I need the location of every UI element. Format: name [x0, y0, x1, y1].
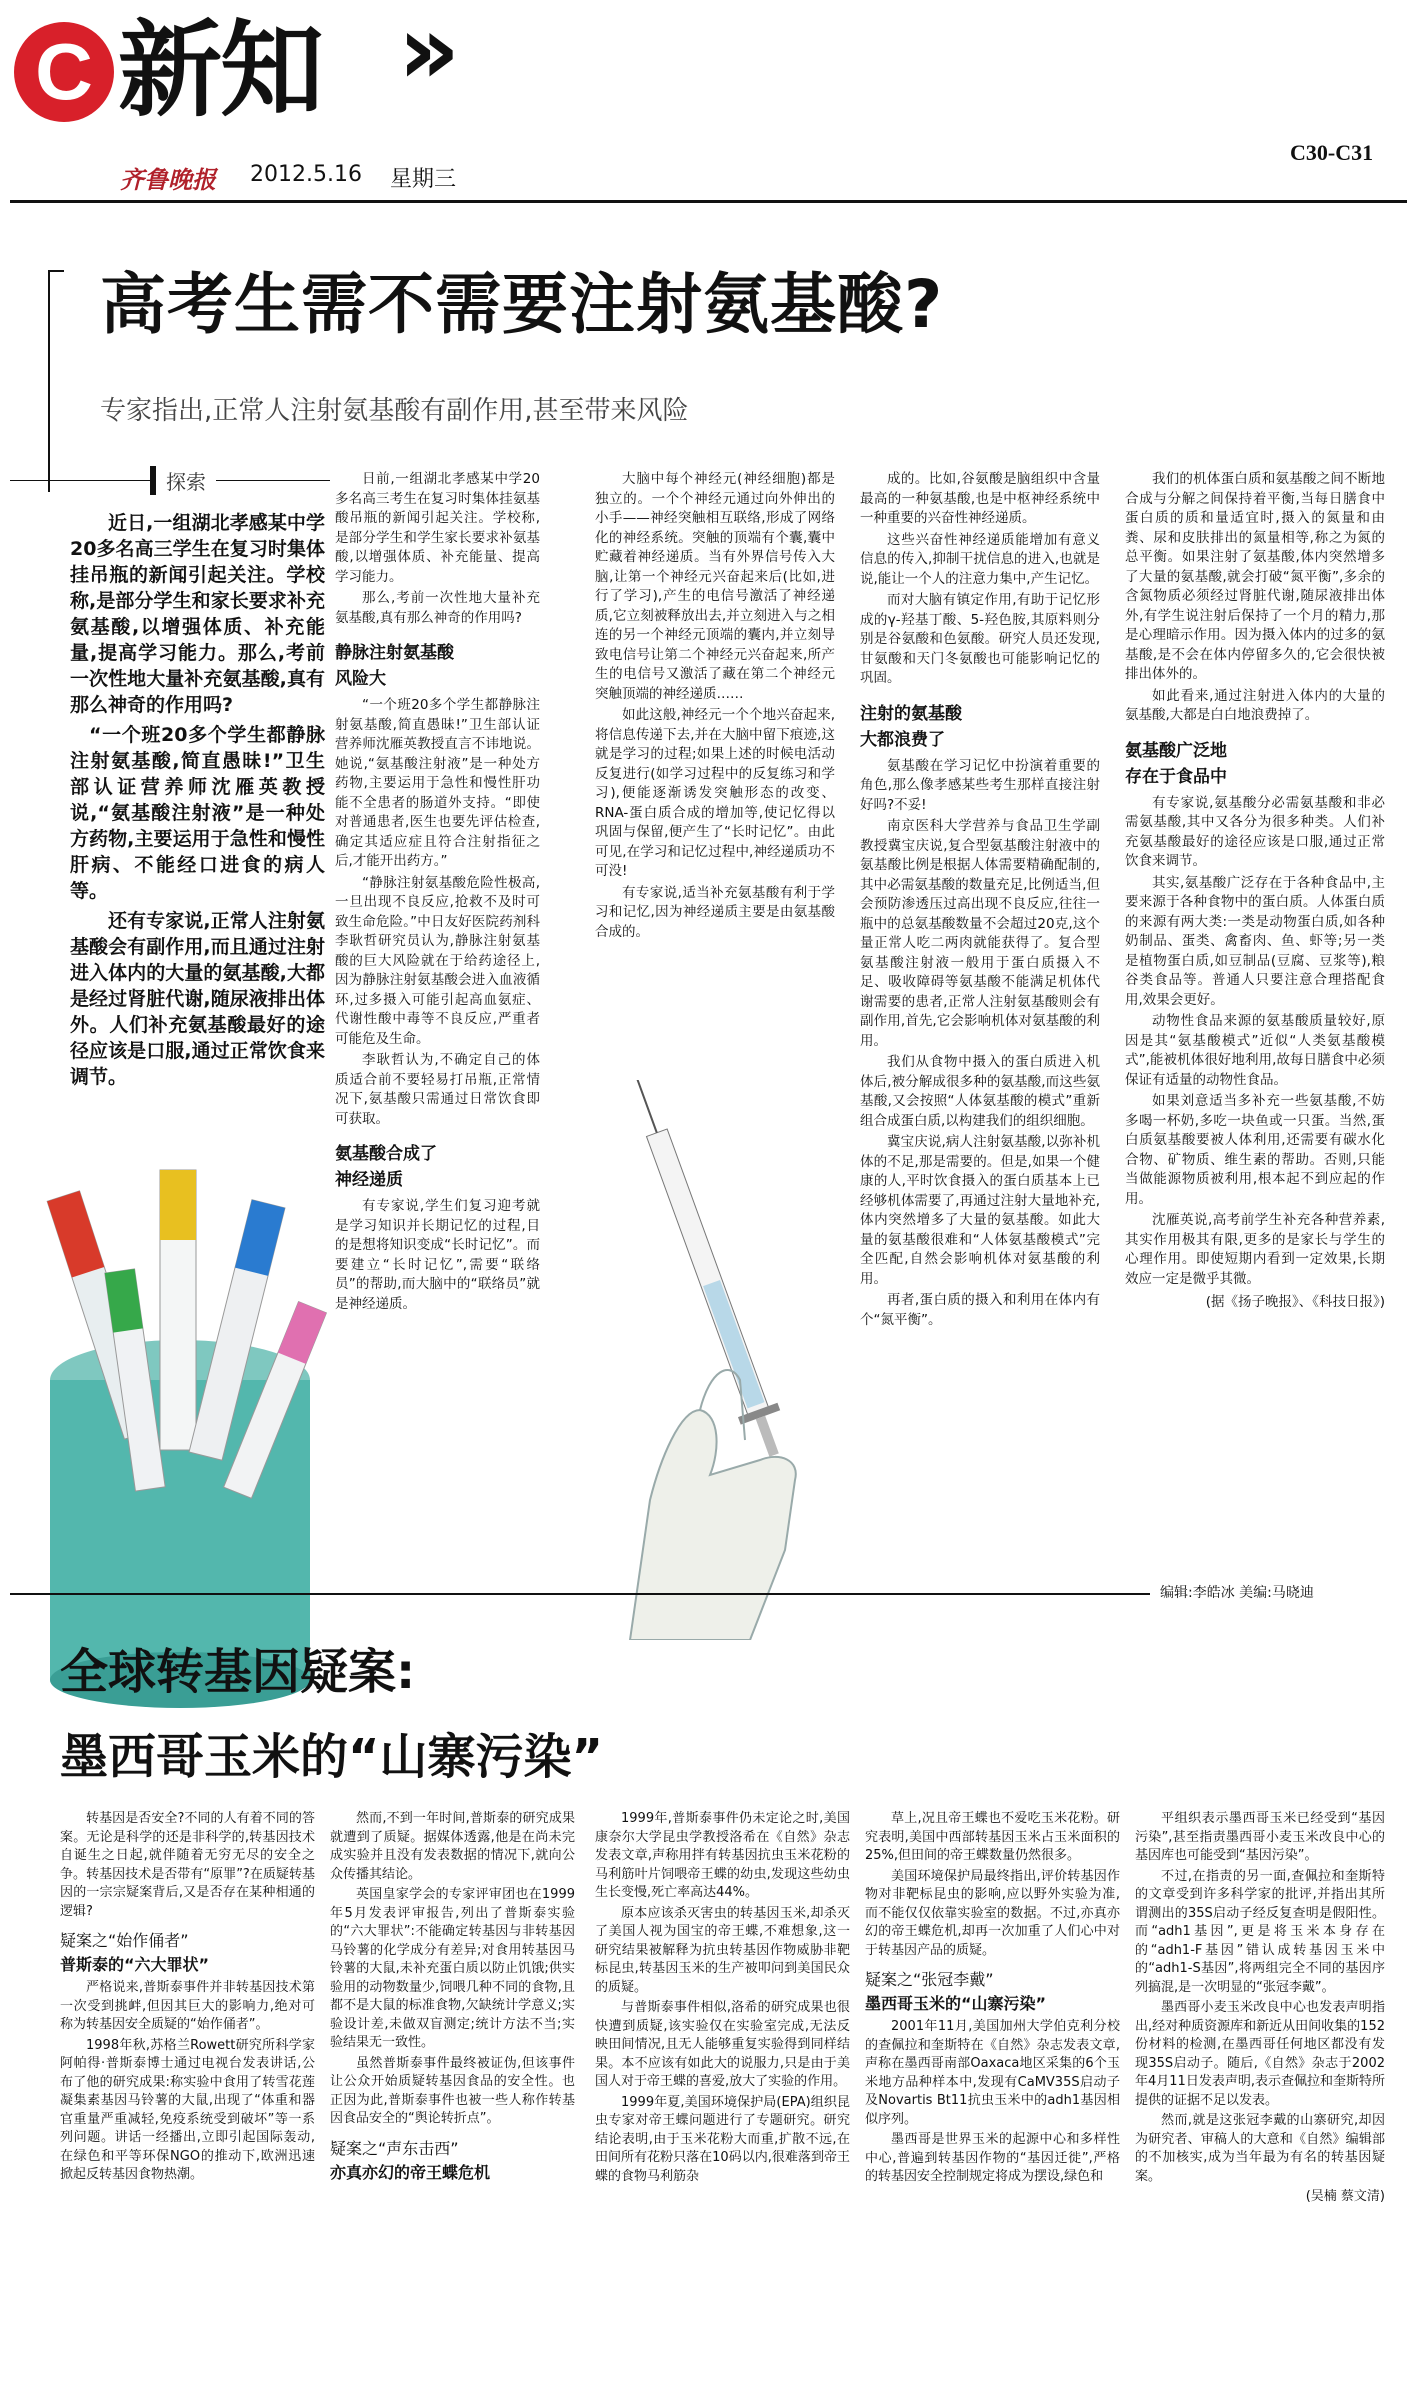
- masthead: [0, 0, 1417, 194]
- paragraph: 如此看来,通过注射进入体内的大量的氨基酸,大都是白白地浪费掉了。: [1125, 687, 1385, 723]
- source-credit: (据《扬子晚报》、《科技日报》): [1205, 1294, 1385, 1310]
- paragraph: 然而,不到一年时间,普斯泰的研究成果就遭到了质疑。据媒体透露,他是在尚未完成实验并且没有发表数据的情况下,就向公众传播其结论。: [330, 1811, 575, 1882]
- article1-col1: [335, 470, 540, 1316]
- paragraph: 冀宝庆说,病人注射氨基酸,以弥补机体的不足,那是需要的。但是,如果一个健康的人,平时饮食摄入的蛋白质基本上已经够机体需要了,再通过注射大量地补充,体内突然增多了大量的氨基酸。如此大量的氨基酸很难和“人体氨基酸模式”完全匹配,自然会影响机体对氨基酸的利用。: [860, 1134, 1100, 1287]
- paragraph: 墨西哥是世界玉米的起源中心和多样性中心,普遍到转基因作物的“基因迁徙”,严格的转基因安全控制规定将成为摆设,绿色和: [865, 2132, 1120, 2184]
- article2-title-line2: 墨西哥玉米的“山寨污染”: [60, 1729, 604, 1785]
- syringe-glove-illustration: [570, 1080, 870, 1640]
- quote-mark: »: [398, 0, 461, 106]
- paragraph: 我们从食物中摄入的蛋白质进入机体后,被分解成很多种的氨基酸,而这些氨基酸,又会按照“人体氨基酸的模式”重新组合成蛋白质,以构建我们的组织细胞。: [860, 1054, 1100, 1129]
- subhead-line2: 亦真亦幻的帝王蝶危机: [330, 2162, 491, 2182]
- paragraph: 再者,蛋白质的摄入和利用在体内有个“氮平衡”。: [860, 1292, 1100, 1328]
- masthead-rule: [10, 200, 1407, 203]
- paragraph: 这些兴奋性神经递质能增加有意义信息的传入,抑制干扰信息的进入,也就是说,能让一个人的注意力集中,产生记忆。: [860, 531, 1100, 587]
- subhead: [335, 1141, 540, 1193]
- subhead: [865, 1968, 1120, 2016]
- tag-label: 探索: [150, 466, 216, 495]
- subhead-line1: 疑案之“张冠李戴”: [865, 1970, 994, 1989]
- subhead-line1: 氨基酸广泛地: [1125, 740, 1227, 761]
- paragraph: 英国皇家学会的专家评审团也在1999年5月发表评审报告,列出了普斯泰实验的“六大罪状”:不能确定转基因与非转基因马铃薯的化学成分有差异;对食用转基因马铃薯的大鼠,未补充蛋白质以防止饥饿;供实验用的动物数量少,饲喂几种不同的食物,且都不是大鼠的标准食物,欠缺统计学意义;实验设计差,未做双盲测定;统计方法不当;实验结果无一致性。: [330, 1887, 575, 2050]
- paragraph: 2001年11月,美国加州大学伯克利分校的查佩拉和奎斯特在《自然》杂志发表文章,声称在墨西哥南部Oaxaca地区采集的6个玉米地方品种样本中,发现有CaMV35S启动子及Novartis Bt11抗虫玉米中的adh1基因相似序列。: [865, 2019, 1120, 2127]
- paragraph: 虽然普斯泰事件最终被证伪,但该事件让公众开始质疑转基因食品的安全性。也正因为此,普斯泰事件也被一些人称作转基因食品安全的“舆论转折点”。: [330, 2055, 575, 2126]
- paragraph: “一个班20多个学生都静脉注射氨基酸,简直愚昧!”卫生部认证营养师沈雁英教授直言不讳地说。她说,“氨基酸注射液”是一种处方药物,主要运用于急性和慢性肝功能不全患者的肠道外支持。“即使对普通患者,医生也要先评估检查,确定其适应症且符合注射指征之后,才能开出药方。”: [335, 697, 540, 869]
- article1-subtitle: 专家指出,正常人注射氨基酸有副作用,甚至带来风险: [100, 396, 689, 426]
- explore-tag: [10, 470, 330, 494]
- paragraph: 那么,考前一次性地大量补充氨基酸,真有那么神奇的作用吗?: [335, 590, 540, 626]
- issue-weekday: 星期三: [390, 167, 457, 192]
- article2-col2: [330, 1810, 575, 2187]
- paragraph: 墨西哥小麦玉米改良中心也发表声明指出,经对种质资源库和新近从田间收集的152份材料的检测,在墨西哥任何地区都没有发现35S启动子。随后,《自然》杂志于2002年4月11日发表声明,表示查佩拉和奎斯特所提供的证据不足以发表。: [1135, 2000, 1385, 2108]
- subhead-line2: 普斯泰的“六大罪状”: [60, 1955, 210, 1974]
- paragraph: 氨基酸在学习记忆中扮演着重要的角色,那么像孝感某些考生那样直接注射好吗?不妥!: [860, 757, 1100, 813]
- subhead: [330, 2137, 575, 2185]
- source-credit: (吴楠 蔡文清): [1305, 2189, 1385, 2204]
- article2-col5: [1135, 1810, 1385, 2207]
- subhead-line1: 疑案之“始作俑者”: [60, 1931, 189, 1950]
- title-bracket: [48, 270, 64, 492]
- paragraph: 大脑中每个神经元(神经细胞)都是独立的。一个个神经元通过向外伸出的小手——神经突触相互联络,形成了网络化的神经系统。突触的顶端有个囊,囊中贮藏着神经递质。当有外界信号传入大脑,让第一个神经元兴奋起来后(比如,进行了学习),产生的电信号激活了神经递质,它立刻被释放出去,并立刻进入与之相连的另一个神经元顶端的囊内,并立刻导致电信号让第二个神经元兴奋起来,所产生的电信号又激活了藏在第二个神经元突触顶端的神经递质……: [595, 471, 835, 702]
- subhead-line1: 静脉注射氨基酸: [335, 643, 454, 663]
- issue-date: 2012.5.16: [250, 162, 362, 187]
- paragraph: 严格说来,普斯泰事件并非转基因技术第一次受到挑衅,但因其巨大的影响力,绝对可称为转基因安全质疑的“始作俑者”。: [60, 1980, 315, 2032]
- subhead-line2: 神经递质: [335, 1170, 403, 1190]
- article2-col4: [865, 1810, 1120, 2189]
- paragraph: 然而,就是这张冠李戴的山寨研究,却因为研究者、审稿人的大意和《自然》编辑部的不加核实,成为当年最为有名的转基因疑案。: [1135, 2113, 1385, 2184]
- subhead: [1125, 738, 1385, 790]
- paragraph: 转基因是否安全?不同的人有着不同的答案。无论是科学的还是非科学的,转基因技术自诞生之日起,就伴随着无穷无尽的安全之争。转基因技术是否带有“原罪”?在质疑转基因的一宗宗疑案背后,又是否存在某种相通的逻辑?: [60, 1811, 315, 1919]
- article1-col3: [860, 470, 1100, 1332]
- paragraph: 有专家说,学生们复习迎考就是学习知识并长期记忆的过程,目的是想将知识变成“长时记忆”。而要建立“长时记忆”,需要“联络员”的帮助,而大脑中的“联络员”就是神经递质。: [335, 1198, 540, 1312]
- paragraph: 如果刘意适当多补充一些氨基酸,不妨多喝一杯奶,多吃一块鱼或一只蛋。当然,蛋白质氨基酸要被人体利用,还需要有碳水化合物、矿物质、维生素的帮助。否则,只能当做能源物质被利用,根本起不到应起的作用。: [1125, 1093, 1385, 1207]
- test-tube-illustration: [30, 1150, 330, 1710]
- paragraph: 我们的机体蛋白质和氨基酸之间不断地合成与分解之间保持着平衡,当每日膳食中蛋白质的质和量适宜时,摄入的氮量和由粪、尿和皮肤排出的氮量相等,称之为氮的总平衡。如果注射了氨基酸,体内突然增多了大量的氨基酸,就会打破“氮平衡”,多余的含氮物质必须经过肾脏代谢,随尿液排出体外,有学生说注射后保持了一个月的精力,那是心理暗示作用。因为摄入体内的过多的氨基酸,是不会在体内停留多久的,它会很快被排出体外的。: [1125, 471, 1385, 682]
- paragraph: 草上,况且帝王蝶也不爱吃玉米花粉。研究表明,美国中西部转基因玉米占玉米面积的25%,但田间的帝王蝶数量仍然很多。: [865, 1811, 1120, 1863]
- paragraph: 成的。比如,谷氨酸是脑组织中含量最高的一种氨基酸,也是中枢神经系统中一种重要的兴奋性神经递质。: [860, 471, 1100, 526]
- paragraph: 1999年夏,美国环境保护局(EPA)组织昆虫专家对帝王蝶问题进行了专题研究。研究结论表明,由于玉米花粉大而重,扩散不远,在田间所有花粉只落在10码以内,很难落到帝王蝶的食物马利筋杂: [595, 2094, 850, 2184]
- section-logo-circle: [14, 22, 114, 122]
- paragraph: 有专家说,适当补充氨基酸有利于学习和记忆,因为神经递质主要是由氨基酸合成的。: [595, 884, 835, 940]
- paragraph: 沈雁英说,高考前学生补充各种营养素,其实作用极其有限,更多的是家长与学生的心理作用。即使短期内看到一定效果,长期效应一定是微乎其微。: [1125, 1212, 1385, 1287]
- subhead-line2: 墨西哥玉米的“山寨污染”: [865, 1994, 1047, 2013]
- paragraph: “静脉注射氨基酸危险性极高,一旦出现不良反应,抢救不及时可致生命危险。”中日友好医院药剂科李耿哲研究员认为,静脉注射氨基酸的巨大风险就在于给药途径上,因为静脉注射氨基酸会进入血液循环,过多摄入可能引起高血氨症、代谢性酸中毒等不良反应,严重者可能危及生命。: [335, 874, 540, 1047]
- lead-p3: 还有专家说,正常人注射氨基酸会有副作用,而且通过注射进入体内的大量的氨基酸,大都是经过肾脏代谢,随尿液排出体外。人们补充氨基酸最好的途径应该是口服,通过正常饮食来调节。: [70, 910, 325, 1088]
- paragraph: 如此这般,神经元一个个地兴奋起来,将信息传递下去,并在大脑中留下痕迹,这就是学习的过程;如果上述的时候电活动反复进行(如学习过程中的反复练习和学习),便能逐渐诱发突触形态的改变、RNA-蛋白质合成的增加等,使记忆得以巩固与保留,便产生了“长时记忆”。由此可见,在学习和记忆过程中,神经递质功不可没!: [595, 707, 835, 879]
- article1-col4: [1125, 470, 1385, 1313]
- paragraph: 而对大脑有镇定作用,有助于记忆形成的γ-羟基丁酸、5-羟色胺,其原料则分别是谷氨酸和色氨酸。研究人员还发现,甘氨酸和天门冬氨酸也可能影响记忆的巩固。: [860, 592, 1100, 686]
- paper-name: 齐鲁晚报: [120, 165, 216, 194]
- subhead: [335, 640, 540, 692]
- logo-letter: C: [35, 27, 93, 116]
- subhead-line1: 注射的氨基酸: [860, 703, 962, 724]
- paragraph: 其实,氨基酸广泛存在于各种食品中,主要来源于各种食物中的蛋白质。人体蛋白质的来源有两大类:一类是动物蛋白质,如各种奶制品、蛋类、禽畜肉、鱼、虾等;另一类是植物蛋白质,如豆制品(豆腐、豆浆等),粮谷类食品等。普通人只要注意合理搭配食用,效果会更好。: [1125, 874, 1385, 1008]
- lead-p1: 近日,一组湖北孝感某中学20多名高三学生在复习时集体挂吊瓶的新闻引起关注。学校称,是部分学生和家长要求补充氨基酸,以增强体质、补充能量,提高学习能力。那么,考前一次性地大量补充氨基酸,真有那么神奇的作用吗?: [70, 512, 325, 716]
- paragraph: 与普斯泰事件相似,洛希的研究成果也很快遭到质疑,该实验仅在实验室完成,无法反映田间情况,且无人能够重复实验得到同样结果。本不应该有如此大的说服力,只是由于美国人对于帝王蝶的喜爱,放大了实验的作用。: [595, 2000, 850, 2089]
- article2-col3: [595, 1810, 850, 2188]
- article2-title-line1: 全球转基因疑案:: [60, 1644, 416, 1700]
- lead-text: [70, 510, 325, 1090]
- article1-title: 高考生需不需要注射氨基酸?: [100, 266, 944, 343]
- paragraph: 动物性食品来源的氨基酸质量较好,原因是其“氨基酸模式”近似“人类氨基酸模式”,能被机体很好地利用,故每日膳食中必须保证有适量的动物性食品。: [1125, 1013, 1385, 1088]
- paragraph: 1998年秋,苏格兰Rowett研究所科学家阿帕得·普斯泰博士通过电视台发表讲话,公布了他的研究成果:称实验中食用了转雪花莲凝集素基因马铃薯的大鼠,出现了“体重和器官重量严重减轻,免疫系统受到破坏”等一系列问题。讲话一经播出,立即引起国际轰动,在绿色和平等环保NGO的推动下,欧洲迅速掀起反转基因食物热潮。: [60, 2037, 315, 2182]
- subhead-line2: 大都浪费了: [860, 729, 945, 750]
- article2-col1: [60, 1810, 315, 2187]
- section-title: 新知: [118, 9, 323, 131]
- subhead: [860, 701, 1100, 753]
- paragraph: 原本应该杀灭害虫的转基因玉米,却杀灭了美国人视为国宝的帝王蝶,不难想象,这一研究结果被解释为抗虫转基因作物威胁非靶标昆虫,转基因玉米的生产被叩问到美国民众的质疑。: [595, 1905, 850, 1995]
- subhead-line1: 疑案之“声东击西”: [330, 2138, 459, 2158]
- subhead-line2: 风险大: [335, 669, 386, 689]
- paragraph: 美国环境保护局最终指出,评价转基因作物对非靶标昆虫的影响,应以野外实验为准,而不能仅仅依靠实验室的数据。不过,亦真亦幻的帝王蝶危机,却再一次加重了人们心中对于转基因产品的质疑。: [865, 1868, 1120, 1958]
- subhead-line2: 存在于食品中: [1125, 766, 1227, 787]
- page-range: C30-C31: [1290, 140, 1374, 165]
- editor-credit: 编辑:李皓冰 美编:马晓迪: [1160, 1585, 1314, 1601]
- paragraph: 南京医科大学营养与食品卫生学副教授冀宝庆说,复合型氨基酸注射液中的氨基酸比例是根据人体需要精确配制的,其中必需氨基酸的数量充足,比例适当,但会预防渗透压过高出现不良反应,往往一瓶中的总氨基酸数量不会超过20克,这个量正常人吃二两肉就能获得了。复合型氨基酸注射液一般用于蛋白质摄入不足、吸收障碍等氨基酸不能满足机体代谢需要的患者,正常人注射氨基酸则会有副作用,首先,它会影响机体对氨基酸的利用。: [860, 818, 1100, 1049]
- paragraph: 日前,一组湖北孝感某中学20多名高三考生在复习时集体挂氨基酸吊瓶的新闻引起关注。学校称,是部分学生和学生家长要求补氨基酸,以增强体质、补充能量、提高学习能力。: [335, 471, 540, 585]
- paragraph: 1999年,普斯泰事件仍未定论之时,美国康奈尔大学昆虫学教授洛希在《自然》杂志发表文章,声称用拌有转基因抗虫玉米花粉的马利筋叶片饲喂帝王蝶的幼虫,发现这些幼虫生长变慢,死亡率高达44%。: [595, 1811, 850, 1900]
- subhead-line1: 氨基酸合成了: [335, 1144, 437, 1164]
- subhead: [60, 1929, 315, 1977]
- paragraph: 有专家说,氨基酸分必需氨基酸和非必需氨基酸,其中又各分为很多种类。人们补充氨基酸最好的途径应该是口服,通过正常饮食来调节。: [1125, 794, 1385, 869]
- paragraph: 平组织表示墨西哥玉米已经受到“基因污染”,甚至指责墨西哥小麦玉米改良中心的基因库也可能受到“基因污染”。: [1135, 1811, 1385, 1863]
- editor-rule: [10, 1593, 1150, 1595]
- article1-col2: [595, 470, 835, 944]
- lead-p2: “一个班20多个学生都静脉注射氨基酸,简直愚昧!”卫生部认证营养师沈雁英教授说,“氨基酸注射液”是一种处方药物,主要运用于急性和慢性肝病、不能经口进食的病人等。: [70, 724, 325, 902]
- paragraph: 李耿哲认为,不确定自己的体质适合前不要轻易打吊瓶,正常情况下,氨基酸只需通过日常饮食即可获取。: [335, 1052, 540, 1127]
- paragraph: 不过,在指责的另一面,查佩拉和奎斯特的文章受到许多科学家的批评,并指出其所谓测出的35S启动子经反复查明是假阳性。而“adh1基因”,更是将玉米本身存在的“adh1-F基因”错认成转基因玉米中的“adh1-S基因”,将两组完全不同的基因序列搞混,是一次明显的“张冠李戴”。: [1135, 1868, 1385, 1995]
